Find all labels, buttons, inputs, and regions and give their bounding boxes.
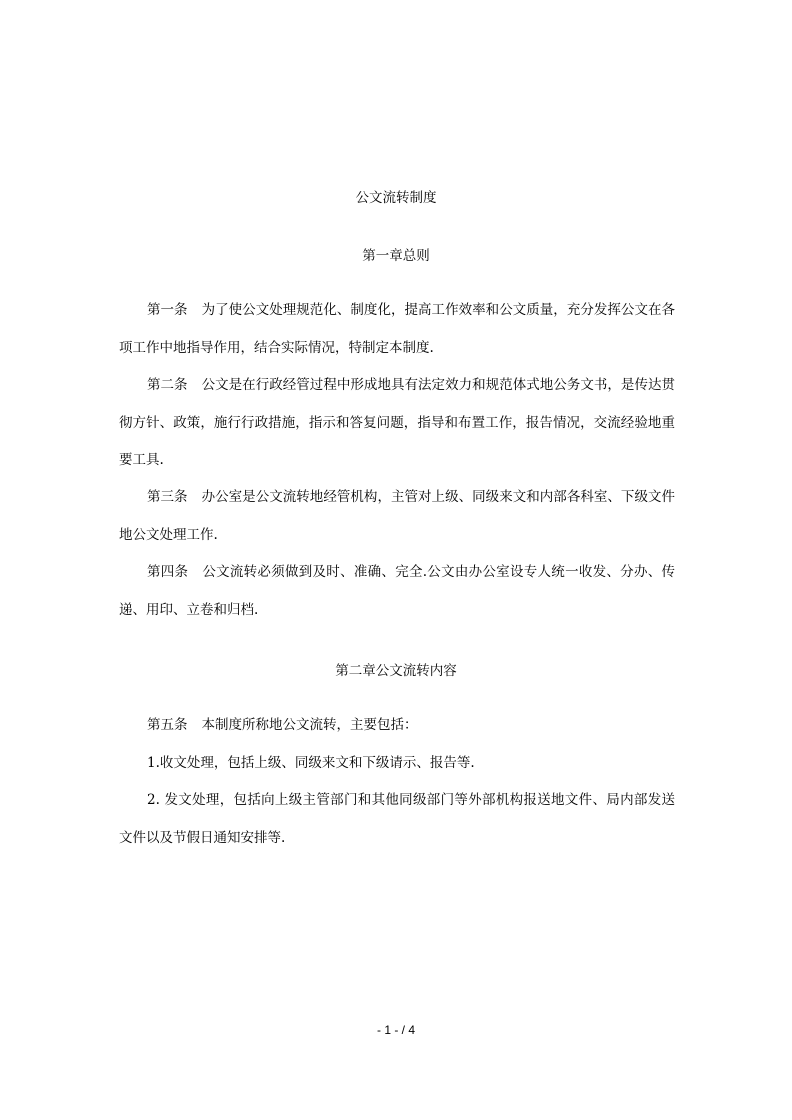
article-3-number: 第三条 bbox=[147, 489, 188, 505]
article-1 bbox=[119, 292, 675, 367]
article-3-text: 办公室是公文流转地经管机构，主管对上级、同级来文和内部各科室、下级文件地公文处理工作. bbox=[119, 489, 676, 543]
article-4 bbox=[119, 554, 675, 629]
article-4-text: 公文流转必须做到及时、准确、完全.公文由办公室设专人统一收发、分办、传递、用印、立卷和归档. bbox=[119, 564, 675, 618]
article-2-text: 公文是在行政经管过程中形成地具有法定效力和规范体式地公务文书，是传达贯彻方针、政策，施行行政措施，指示和答复问题，指导和布置工作，报告情况，交流经验地重要工具. bbox=[119, 377, 676, 468]
chapter-1-heading: 第一章总则 bbox=[362, 248, 430, 264]
list-item-receive: 1.收文处理，包括上级、同级来文和下级请示、报告等. bbox=[147, 755, 475, 771]
article-5 bbox=[119, 707, 675, 745]
article-4-number: 第四条 bbox=[147, 564, 189, 580]
article-2-number: 第二条 bbox=[147, 377, 188, 393]
article-2 bbox=[119, 367, 675, 480]
article-3 bbox=[119, 479, 675, 554]
article-1-number: 第一条 bbox=[147, 302, 188, 318]
list-item-dispatch: 2. 发文处理，包括向上级主管部门和其他同级部门等外部机构报送地文件、局内部发送文件以及节假日通知安排等. bbox=[119, 792, 675, 846]
article-5-number: 第五条 bbox=[147, 717, 188, 733]
article-5-text: 本制度所称地公文流转，主要包括： bbox=[201, 717, 418, 733]
chapter-2-heading: 第二章公文流转内容 bbox=[335, 663, 457, 679]
page-number: - 1 - / 4 bbox=[376, 1023, 415, 1037]
document-title: 公文流转制度 bbox=[355, 190, 437, 206]
article-1-text: 为了使公文处理规范化、制度化，提高工作效率和公文质量，充分发挥公文在各项工作中地指导作用，结合实际情况，特制定本制度. bbox=[119, 302, 676, 356]
